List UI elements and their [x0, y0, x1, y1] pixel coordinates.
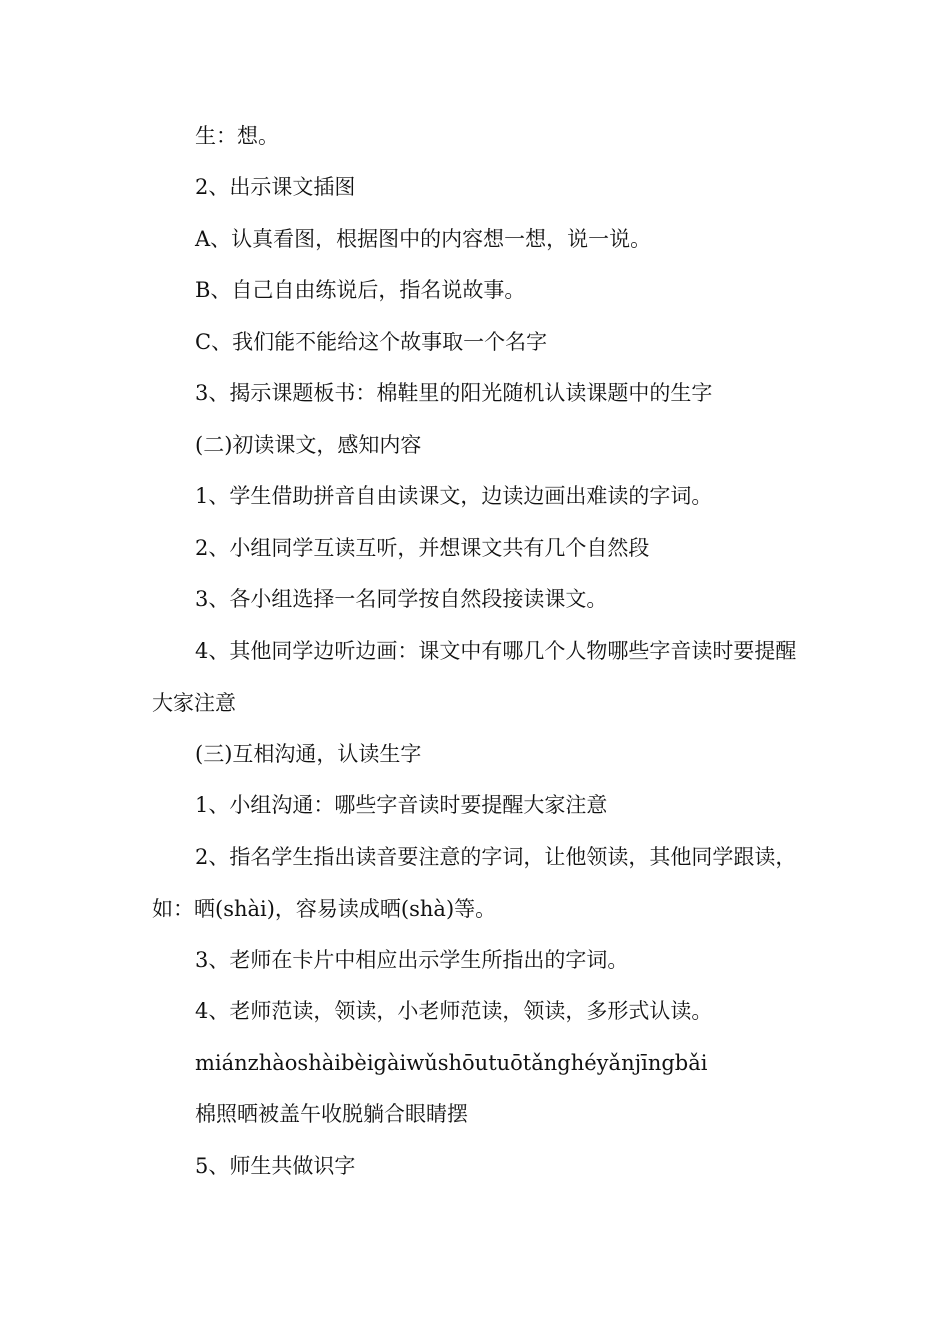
section-heading: (三)互相沟通，认读生字: [195, 742, 422, 766]
paragraph: 1、小组沟通：哪些字音读时要提醒大家注意: [195, 793, 608, 817]
paragraph: 2、小组同学互读互听，并想课文共有几个自然段: [195, 536, 650, 560]
paragraph: 1、学生借助拼音自由读课文，边读边画出难读的字词。: [195, 484, 713, 508]
paragraph: 3、各小组选择一名同学按自然段接读课文。: [195, 587, 608, 611]
paragraph: 2、出示课文插图: [195, 175, 356, 199]
paragraph: B、自己自由练说后，指名说故事。: [195, 278, 526, 302]
character-line: 棉照晒被盖午收脱躺合眼睛摆: [195, 1102, 468, 1126]
paragraph: 3、老师在卡片中相应出示学生所指出的字词。: [195, 948, 629, 972]
paragraph: A、认真看图，根据图中的内容想一想，说一说。: [195, 227, 652, 251]
paragraph: 2、指名学生指出读音要注意的字词，让他领读，其他同学跟读，如：晒(shài)，容易读成晒(shà)等。: [152, 845, 797, 921]
paragraph: 3、揭示课题板书：棉鞋里的阳光随机认读课题中的生字: [195, 381, 713, 405]
paragraph: 4、其他同学边听边画：课文中有哪几个人物哪些字音读时要提醒大家注意: [152, 639, 797, 715]
paragraph: 4、老师范读，领读，小老师范读，领读，多形式认读。: [195, 999, 713, 1023]
paragraph: 5、师生共做识字: [195, 1154, 356, 1178]
paragraph: 生：想。: [195, 124, 279, 148]
pinyin-line: miánzhàoshàibèigàiwǔshōutuōtǎnghéyǎnjīngbǎi: [195, 1051, 708, 1075]
section-heading: (二)初读课文，感知内容: [195, 433, 422, 457]
paragraph: C、我们能不能给这个故事取一个名字: [195, 330, 548, 354]
